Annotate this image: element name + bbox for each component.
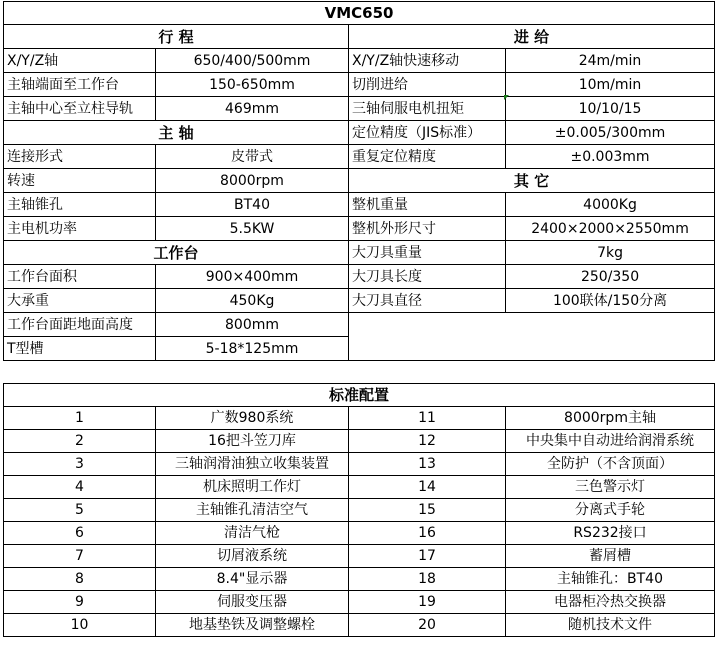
spec-value: 100联体/150分离: [506, 289, 715, 313]
spec-value: 10m/min: [506, 73, 715, 97]
spec-label: 整机外形尺寸: [349, 217, 506, 241]
item-number: 11: [349, 407, 506, 430]
item-number: 4: [4, 476, 156, 499]
item-number: 1: [4, 407, 156, 430]
spec-value: 4000Kg: [506, 193, 715, 217]
spec-value: 650/400/500mm: [156, 49, 349, 73]
item-number: 6: [4, 522, 156, 545]
spec-label: 连接形式: [4, 145, 156, 169]
item-name: 8000rpm主轴: [506, 407, 715, 430]
item-number: 15: [349, 499, 506, 522]
table-row: [4, 289, 715, 313]
item-name: 电器柜冷热交换器: [506, 591, 715, 614]
spec-value: 5-18*125mm: [156, 337, 349, 361]
item-name: 三轴润滑油独立收集装置: [156, 453, 349, 476]
table-row: [4, 265, 715, 289]
table-row: [4, 217, 715, 241]
spec-label: 三轴伺服电机扭矩: [349, 97, 506, 121]
standard-config-rows: [4, 407, 715, 637]
item-number: 2: [4, 430, 156, 453]
spec-label: 整机重量: [349, 193, 506, 217]
item-number: 12: [349, 430, 506, 453]
item-number: 16: [349, 522, 506, 545]
table-row: [4, 97, 715, 121]
empty-cell: [349, 313, 715, 361]
spec-value: 469mm: [156, 97, 349, 121]
table-row: [4, 73, 715, 97]
item-name: 三色警示灯: [506, 476, 715, 499]
table-row: [4, 145, 715, 169]
item-name: 全防护（不含顶面）: [506, 453, 715, 476]
item-name: 广数980系统: [156, 407, 349, 430]
table-row: [4, 453, 715, 476]
item-name: 分离式手轮: [506, 499, 715, 522]
table-row: [4, 241, 715, 265]
item-name: 机床照明工作灯: [156, 476, 349, 499]
spec-label: 转速: [4, 169, 156, 193]
item-number: 8: [4, 568, 156, 591]
section-spindle-header: 主 轴: [4, 121, 349, 145]
table-row: [4, 313, 715, 337]
table-row: [4, 591, 715, 614]
item-number: 7: [4, 545, 156, 568]
item-number: 14: [349, 476, 506, 499]
spec-label: T型槽: [4, 337, 156, 361]
item-number: 17: [349, 545, 506, 568]
spec-label: X/Y/Z轴: [4, 49, 156, 73]
item-name: 伺服变压器: [156, 591, 349, 614]
spec-value: 900×400mm: [156, 265, 349, 289]
spec-label: 工作台面积: [4, 265, 156, 289]
section-other-header: 其 它: [349, 169, 715, 193]
spec-label: 工作台面距地面高度: [4, 313, 156, 337]
section-feed-header: 进 给: [349, 25, 715, 49]
item-name: 主轴锥孔：BT40: [506, 568, 715, 591]
item-name: 清洁气枪: [156, 522, 349, 545]
item-number: 5: [4, 499, 156, 522]
spec-value: 450Kg: [156, 289, 349, 313]
table-row: [4, 407, 715, 430]
cell-comment-marker: [504, 95, 509, 100]
item-name: 蓄屑槽: [506, 545, 715, 568]
item-name: 8.4"显示器: [156, 568, 349, 591]
item-number: 19: [349, 591, 506, 614]
spec-value: 2400×2000×2550mm: [506, 217, 715, 241]
section-travel-header: 行 程: [4, 25, 349, 49]
spec-value: 8000rpm: [156, 169, 349, 193]
item-name: 16把斗笠刀库: [156, 430, 349, 453]
spec-value: 150-650mm: [156, 73, 349, 97]
spec-value: ±0.003mm: [506, 145, 715, 169]
table-row: [4, 545, 715, 568]
table-row: [4, 476, 715, 499]
spec-value: 5.5KW: [156, 217, 349, 241]
table-row: [4, 568, 715, 591]
item-name: RS232接口: [506, 522, 715, 545]
item-number: 10: [4, 614, 156, 637]
spec-label: 切削进给: [349, 73, 506, 97]
table-row: [4, 169, 715, 193]
item-name: 主轴锥孔清洁空气: [156, 499, 349, 522]
item-name: 地基垫铁及调整螺栓: [156, 614, 349, 637]
item-name: 随机技术文件: [506, 614, 715, 637]
machine-model-title: VMC650: [4, 2, 715, 25]
standard-config-table: [3, 383, 715, 637]
spec-label: 大刀具重量: [349, 241, 506, 265]
spec-value: 10/10/15: [506, 97, 715, 121]
spec-value: 7kg: [506, 241, 715, 265]
spec-label: 大承重: [4, 289, 156, 313]
item-number: 20: [349, 614, 506, 637]
table-row: [4, 522, 715, 545]
spec-label: 重复定位精度: [349, 145, 506, 169]
item-name: 切屑液系统: [156, 545, 349, 568]
table-row: [4, 614, 715, 637]
table-row: [4, 499, 715, 522]
spec-label: 主轴中心至立柱导轨: [4, 97, 156, 121]
spec-value: 皮带式: [156, 145, 349, 169]
spec-value: 250/350: [506, 265, 715, 289]
spec-label: 主轴端面至工作台: [4, 73, 156, 97]
spec-label: 大刀具长度: [349, 265, 506, 289]
spec-value: 24m/min: [506, 49, 715, 73]
standard-config-title: 标准配置: [4, 384, 715, 407]
table-row: [4, 193, 715, 217]
section-table-header: 工作台: [4, 241, 349, 265]
spec-label: 主轴锥孔: [4, 193, 156, 217]
item-number: 9: [4, 591, 156, 614]
spec-label: 定位精度（JIS标准）: [349, 121, 506, 145]
item-number: 3: [4, 453, 156, 476]
item-name: 中央集中自动进给润滑系统: [506, 430, 715, 453]
specification-table: [3, 1, 715, 361]
spec-value: 800mm: [156, 313, 349, 337]
spec-label: X/Y/Z轴快速移动: [349, 49, 506, 73]
table-row: [4, 121, 715, 145]
spec-label: 大刀具直径: [349, 289, 506, 313]
item-number: 13: [349, 453, 506, 476]
table-row: [4, 49, 715, 73]
item-number: 18: [349, 568, 506, 591]
spec-value: ±0.005/300mm: [506, 121, 715, 145]
spec-value: BT40: [156, 193, 349, 217]
spec-label: 主电机功率: [4, 217, 156, 241]
table-row: [4, 430, 715, 453]
